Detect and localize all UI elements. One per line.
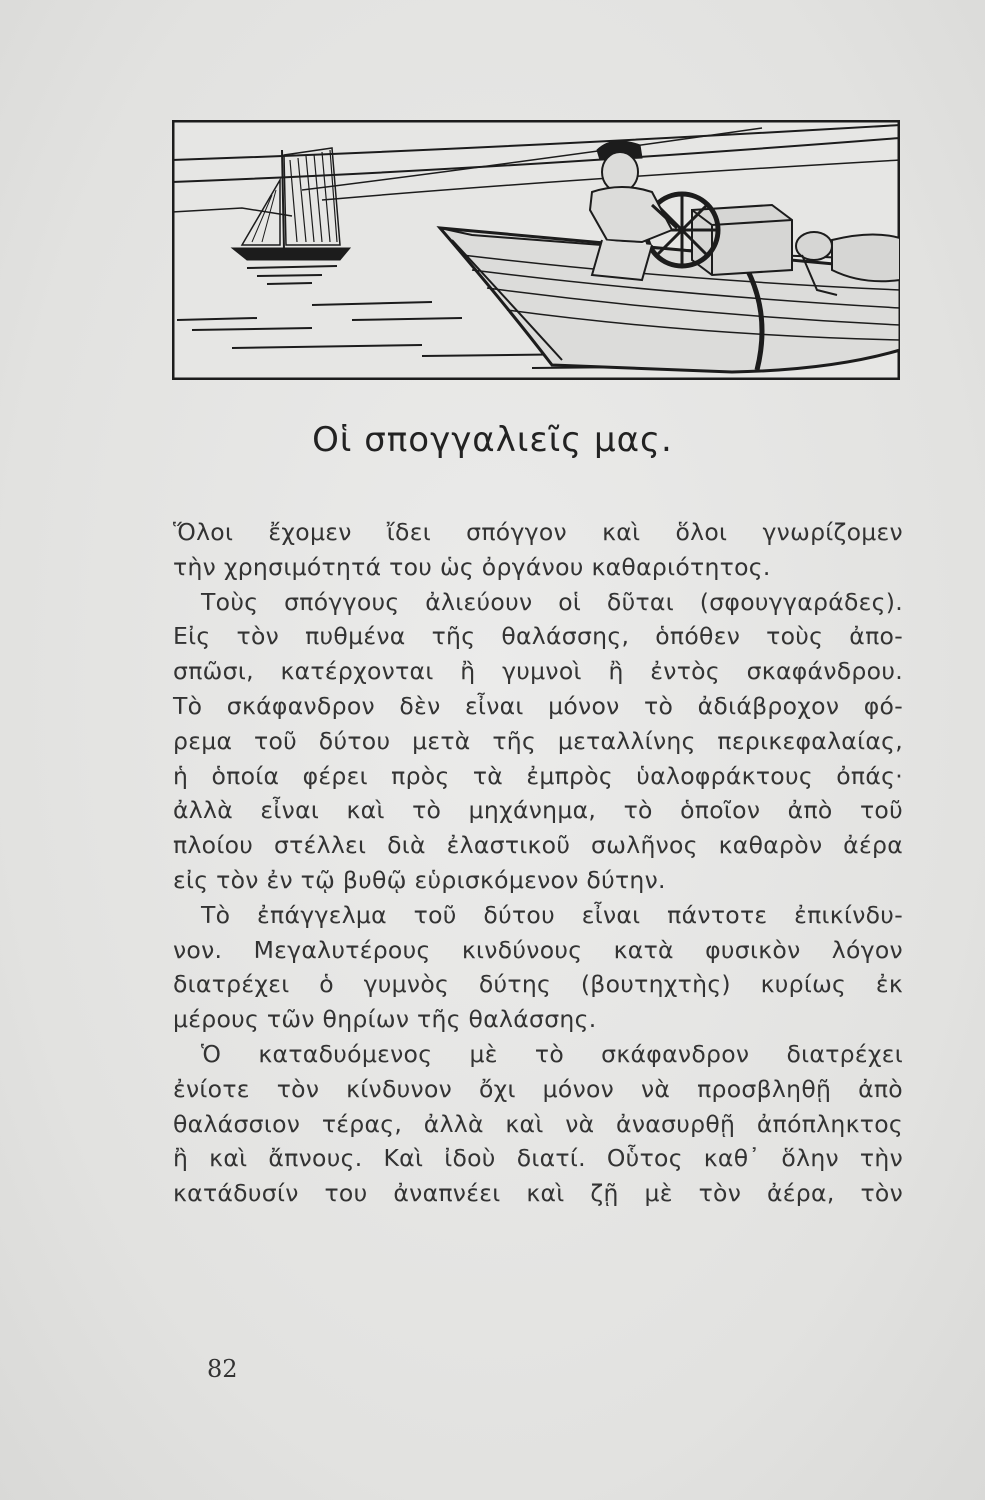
text-line: τὴν χρησιμότητά του ὡς ὀργάνου καθαριότητος. [173,552,771,581]
text-line: κατάδυσίν του ἀναπνέει καὶ ζῇ μὲ τὸν ἀέρα, τὸν [173,1179,903,1208]
text-line: πλοίου στέλλει διὰ ἐλαστικοῦ σωλῆνος καθαρὸν ἀέρα [173,831,903,860]
text-line: Τὸ ἐπάγγελμα τοῦ δύτου εἶναι πάντοτε ἐπικίνδυ- [201,900,903,929]
text-line: Τοὺς σπόγγους ἀλιεύουν οἱ δῦται (σφουγγαράδες). [201,587,903,616]
chapter-title: Οἱ σπογγαλιεῖς μας. [312,420,673,460]
text-line: διατρέχει ὁ γυμνὸς δύτης (βουτηχτὴς) κυρίως ἐκ [173,970,903,999]
text-line: νον. Μεγαλυτέρους κινδύνους κατὰ φυσικὸν λόγον [173,935,903,964]
text-line: ἀλλὰ εἶναι καὶ τὸ μηχάνημα, τὸ ὁποῖον ἀπὸ τοῦ [173,796,903,825]
text-line: ἐνίοτε τὸν κίνδυνον ὄχι μόνον νὰ προσβληθῇ ἀπὸ [173,1074,903,1103]
text-line: σπῶσι, κατέρχονται ἢ γυμνοὶ ἢ ἐντὸς σκαφάνδρου. [173,657,903,686]
text-line: μέρους τῶν θηρίων τῆς θαλάσσης. [173,1005,597,1034]
text-line: ρεμα τοῦ δύτου μετὰ τῆς μεταλλίνης περικεφαλαίας, [173,726,903,755]
boat-illustration [172,120,900,380]
text-line: θαλάσσιον τέρας, ἀλλὰ καὶ νὰ ἀνασυρθῇ ἀπόπληκτος [173,1109,903,1138]
text-line: ἡ ὁποία φέρει πρὸς τὰ ἐμπρὸς ὑαλοφράκτους ὀπάς· [173,761,903,790]
text-line: Ὅλοι ἔχομεν ἴδει σπόγγον καὶ ὅλοι γνωρίζομεν [173,518,903,546]
body-text [173,515,903,1211]
text-line: Εἰς τὸν πυθμένα τῆς θαλάσσης, ὁπόθεν τοὺς ἀπο- [173,622,903,651]
text-line: Ὁ καταδυόμενος μὲ τὸ σκάφανδρον διατρέχει [201,1039,903,1068]
text-line: ἢ καὶ ἄπνους. Καὶ ἰδοὺ διατί. Οὗτος καθ᾽ ὅλην τὴν [173,1144,903,1173]
text-line: Τὸ σκάφανδρον δὲν εἶναι μόνον τὸ ἀδιάβροχον φό- [173,691,903,720]
page-number: 82 [207,1355,238,1383]
text-line: εἰς τὸν ἐν τῷ βυθῷ εὑρισκόμενον δύτην. [173,865,666,894]
